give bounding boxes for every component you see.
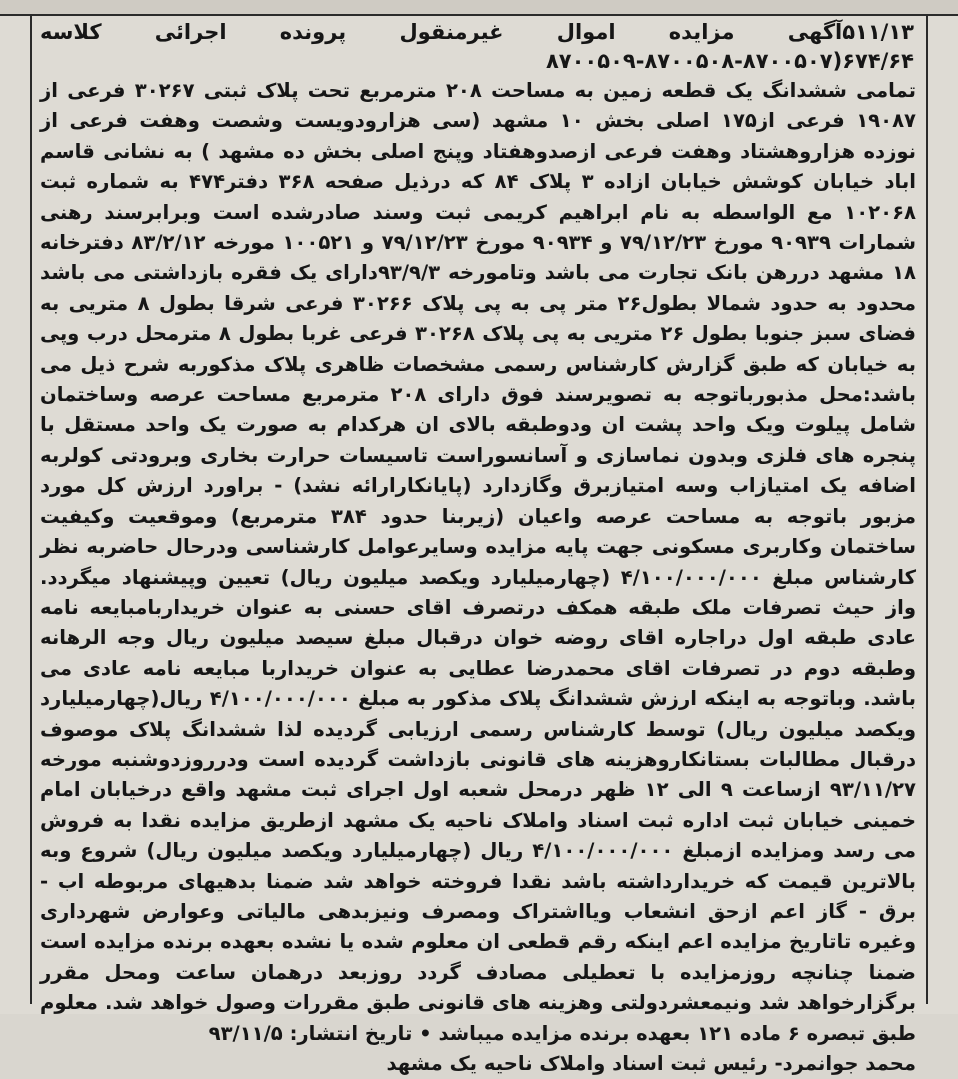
auction-notice xyxy=(40,18,920,1079)
notice-headline: ۵۱۱/۱۳آگهی مزایده اموال غیرمنقول پرونده اجرائی کلاسه ۶۷۴/۶۴(۸۷۰۰۵۰۷-۸۷۰۰۵۰۸-۸۷۰۰۵۰۹ xyxy=(40,20,914,73)
notice-body: تمامی ششدانگ یک قطعه زمین به مساحت ۲۰۸ مترمربع تحت پلاک ثبتی ۳۰۲۶۷ فرعی از ۱۹۰۸۷ فرعی از۱۷۵ اصلی بخش ۱۰ مشهد (سی هزارودویست وشصت وهفت فرعی از نوزده هزاروهشتاد وهفت فرعی ازصدوهفتاد وپنج اصلی بخش ده مشهد ) به نشانی قاسم اباد خیابان کوشش خیابان ازاده ۳ پلاک ۸۴ که درذیل صفحه ۳۶۸ دفتر۴۷۴ به شماره ثبت ۱۰۲۰۶۸ مع الواسطه به نام ابراهیم کریمی ثبت وسند صادرشده است وبرابرسند رهنی شمارات ۹۰۹۳۹ مورخ ۷۹/۱۲/۲۳ و ۹۰۹۳۴ مورخ ۷۹/۱۲/۲۳ و ۱۰۰۵۲۱ مورخه ۸۳/۲/۱۲ دفترخانه ۱۸ مشهد دررهن بانک تجارت می باشد وتامورخه ۹۳/۹/۳دارای یک فقره بازداشتی می باشد محدود به حدود شمالا بطول۲۶ متر پی به پی پلاک ۳۰۲۶۶ فرعی شرقا بطول ۸ متریی به فضای سبز جنوبا بطول ۲۶ متریی به پی پلاک ۳۰۲۶۸ فرعی غربا بطول ۸ مترمحل درب وپی به خیابان که طبق گزارش کارشناس رسمی مشخصات ظاهری پلاک مذکوربه شرح ذیل می باشد:محل مذبورباتوجه به تصویرسند فوق دارای ۲۰۸ مترمربع مساحت عرصه وساختمان شامل پیلوت ویک واحد پشت ان ودوطبقه بالای ان هرکدام به صورت یک واحد مستقل با پنجره های فلزی وبدون نماسازی و آسانسوراست تاسیسات حرارت بخاری وبرودتی کولربه اضافه یک امتیازاب وسه امتیازبرق وگازدارد (پایانکارارائه نشد) - براورد ارزش کل مورد مزبور باتوجه به مساحت عرصه واعیان (زیربنا حدود ۳۸۴ مترمربع) وموقعیت وکیفیت ساختمان وکاربری مسکونی جهت پایه مزایده وسایرعوامل کارشناسی ودرحال حاضربه نظر کارشناس مبلغ ۴/۱۰۰/۰۰۰/۰۰۰ (چهارمیلیارد ویکصد میلیون ریال) تعیین وپیشنهاد میگردد. واز حیث تصرفات ملک طبقه همکف درتصرف اقای حسنی به عنوان خریداربامبایعه نامه عادی طبقه اول دراجاره اقای روضه خوان درقبال مبلغ سیصد میلیون ریال وجه الرهانه وطبقه دوم در تصرفات اقای محمدرضا عطایی به عنوان خریداربا مبایعه نامه عادی می باشد. وباتوجه به اینکه ارزش ششدانگ پلاک مذکور به مبلغ ۴/۱۰۰/۰۰۰/۰۰۰ ریال(چهارمیلیارد ویکصد میلیون ریال) توسط کارشناس رسمی ارزیابی گردیده لذا ششدانگ پلاک موصوف درقبال مطالبات بستانکاروهزینه های قانونی بازداشت گردیده است ودرروزدوشنبه مورخه ۹۳/۱۱/۲۷ ازساعت ۹ الی ۱۲ ظهر درمحل شعبه اول اجرای ثبت مشهد واقع درخیابان امام خمینی خیابان ثبت اداره ثبت اسناد واملاک ناحیه یک مشهد ازطریق مزایده نقدا به فروش می رسد ومزایده ازمبلغ ۴/۱۰۰/۰۰۰/۰۰۰ ریال (چهارمیلیارد ویکصد میلیون ریال) شروع وبه بالاترین قیمت که خریدارداشته باشد نقدا فروخته خواهد شد ضمنا بدهیهای مربوطه اب - برق - گاز اعم ازحق انشعاب ویااشتراک ومصرف ونیزبدهی مالیاتی وعوارض شهرداری وغیره تاتاریخ مزایده اعم اینکه رقم قطعی ان معلوم شده یا نشده بعهده برنده مزایده است ضمنا چنانچه روزمزایده با تعطیلی مصادف گردد روزبعد درهمان ساعت ومحل مقرر برگزارخواهد شد ونیمعشردولتی وهزینه های قانونی طبق مقررات وصول خواهد شد. معلوم طبق تبصره ۶ ماده ۱۲۱ بعهده برنده مزایده میباشد • تاریخ انتشار: ۹۳/۱۱/۵ xyxy=(40,79,917,1045)
notice-signature: محمد جوانمرد- رئیس ثبت اسناد واملاک ناحیه یک مشهد xyxy=(386,1052,916,1075)
